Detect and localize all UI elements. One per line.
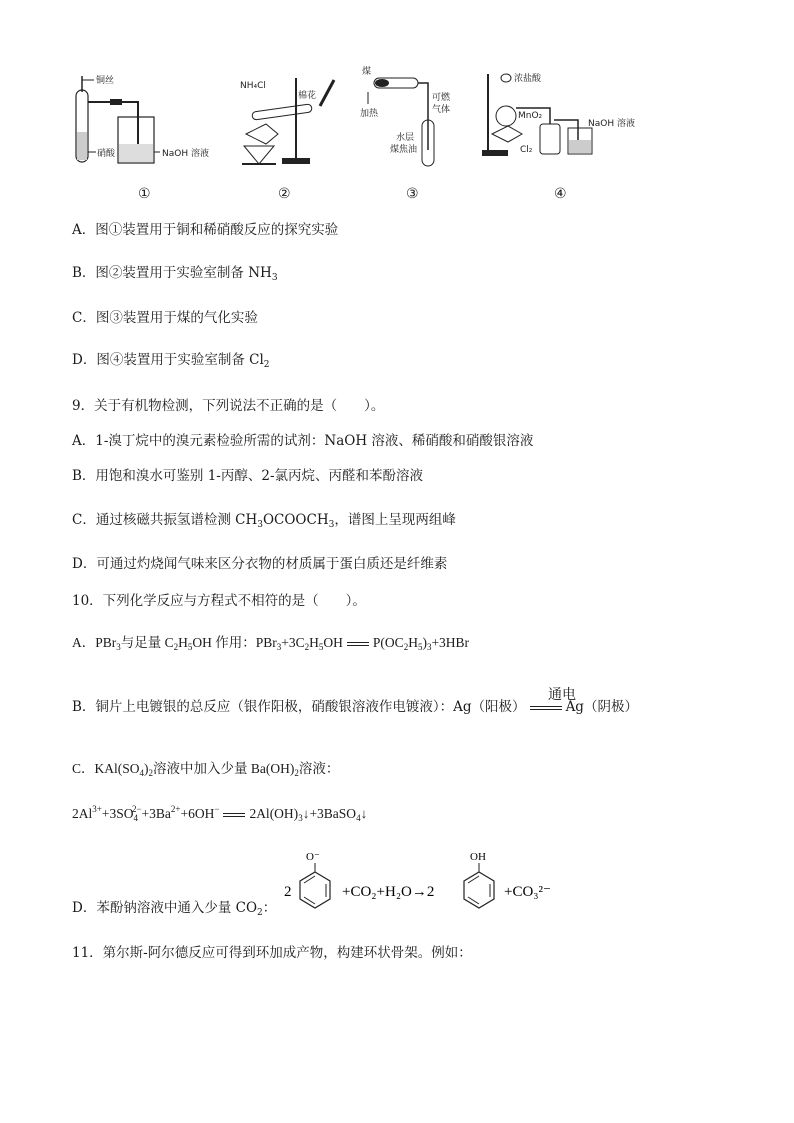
q10-option-c-equation: $2Al^{3+}+3SO_4^{2-}+3Ba^{2+}+6OH^-$ $2Al(OH)_3↓+3BaSO_4↓$ (72, 804, 368, 823)
svg-text:可燃: 可燃 (432, 93, 451, 103)
svg-text:NaOH 溶液: NaOH 溶液 (162, 149, 209, 159)
q8-option-d: D．图④装置用于实验室制备 $Cl_2$ (72, 352, 270, 370)
q9-option-b: B．用饱和溴水可鉴别 1-丙醇、2-氯丙烷、丙醛和苯酚溶液 (72, 468, 424, 484)
svg-text:煤焦油: 煤焦油 (390, 145, 418, 155)
svg-text:O⁻: O⁻ (306, 851, 320, 863)
phenoxide-equation (284, 846, 584, 912)
svg-text:加热: 加热 (360, 109, 379, 119)
figure-4-apparatus (478, 68, 638, 168)
q9-option-a: A．1-溴丁烷中的溴元素检验所需的试剂：NaOH 溶液、稀硝酸和硝酸银溶液 (72, 433, 534, 449)
figure-1-apparatus (68, 72, 228, 172)
figure-4-number: ④ (554, 186, 567, 202)
svg-text:棉花: 棉花 (298, 91, 317, 101)
svg-text:+CO₃²⁻: +CO₃²⁻ (504, 884, 551, 900)
svg-text:OH: OH (470, 851, 486, 863)
figure-2-number: ② (278, 186, 291, 202)
q10-option-a: A．PBr$_3$与足量 $C_2H_5OH$ 作用：$PBr_3+3C_2H_5OH$ $P(OC_2H_5)_3+3HBr$ (72, 635, 470, 652)
svg-text:MnO₂: MnO₂ (518, 111, 543, 121)
q8-option-c: C．图③装置用于煤的气化实验 (72, 310, 258, 326)
q8-option-b: B．图②装置用于实验室制备 $NH_3$ (72, 265, 278, 283)
svg-text:气体: 气体 (432, 105, 451, 115)
figure-3-number: ③ (406, 186, 419, 202)
svg-text:NH₄Cl: NH₄Cl (240, 81, 266, 91)
svg-text:Cl₂: Cl₂ (520, 145, 533, 155)
figure-2-apparatus (238, 70, 348, 170)
svg-text:铜丝: 铜丝 (96, 76, 115, 86)
svg-text:浓盐酸: 浓盐酸 (514, 74, 542, 84)
svg-text:+CO₂+H₂O→2: +CO₂+H₂O→2 (342, 884, 435, 900)
svg-text:NaOH 溶液: NaOH 溶液 (588, 119, 635, 129)
q10-stem: 10．下列化学反应与方程式不相符的是（ ）。 (72, 593, 366, 609)
q9-option-c: C．通过核磁共振氢谱检测 $CH_3OCOOCH_3$，谱图上呈现两组峰 (72, 512, 456, 530)
q10-option-d: D．苯酚钠溶液中通入少量 $CO_2$： (72, 900, 277, 918)
q9-stem: 9．关于有机物检测，下列说法不正确的是（ ）。 (72, 398, 385, 414)
svg-text:水层: 水层 (396, 133, 415, 143)
figure-3-apparatus (360, 64, 470, 174)
svg-text:2: 2 (284, 884, 292, 900)
q8-option-a: A．图①装置用于铜和稀硝酸反应的探究实验 (72, 222, 339, 238)
figure-1-number: ① (138, 186, 151, 202)
equals-sign (530, 706, 562, 710)
q10-option-b: B．铜片上电镀银的总反应（银作阳极，硝酸银溶液作电镀液）：Ag（阳极） Ag（阴极） (72, 699, 638, 715)
svg-text:煤: 煤 (362, 67, 372, 77)
q11-stem: 11．第尔斯-阿尔德反应可得到环加成产物，构建环状骨架。例如： (72, 945, 472, 961)
equals-sign (223, 813, 245, 817)
q10-option-c: C．$KAl(SO_4)_2$溶液中加入少量 $Ba(OH)_2$溶液： (72, 761, 340, 778)
equals-sign (347, 642, 369, 646)
q10-b-condition: 通电 (548, 687, 576, 703)
svg-text:硝酸: 硝酸 (97, 149, 116, 159)
q9-option-d: D．可通过灼烧闻气味来区分衣物的材质属于蛋白质还是纤维素 (72, 556, 448, 572)
